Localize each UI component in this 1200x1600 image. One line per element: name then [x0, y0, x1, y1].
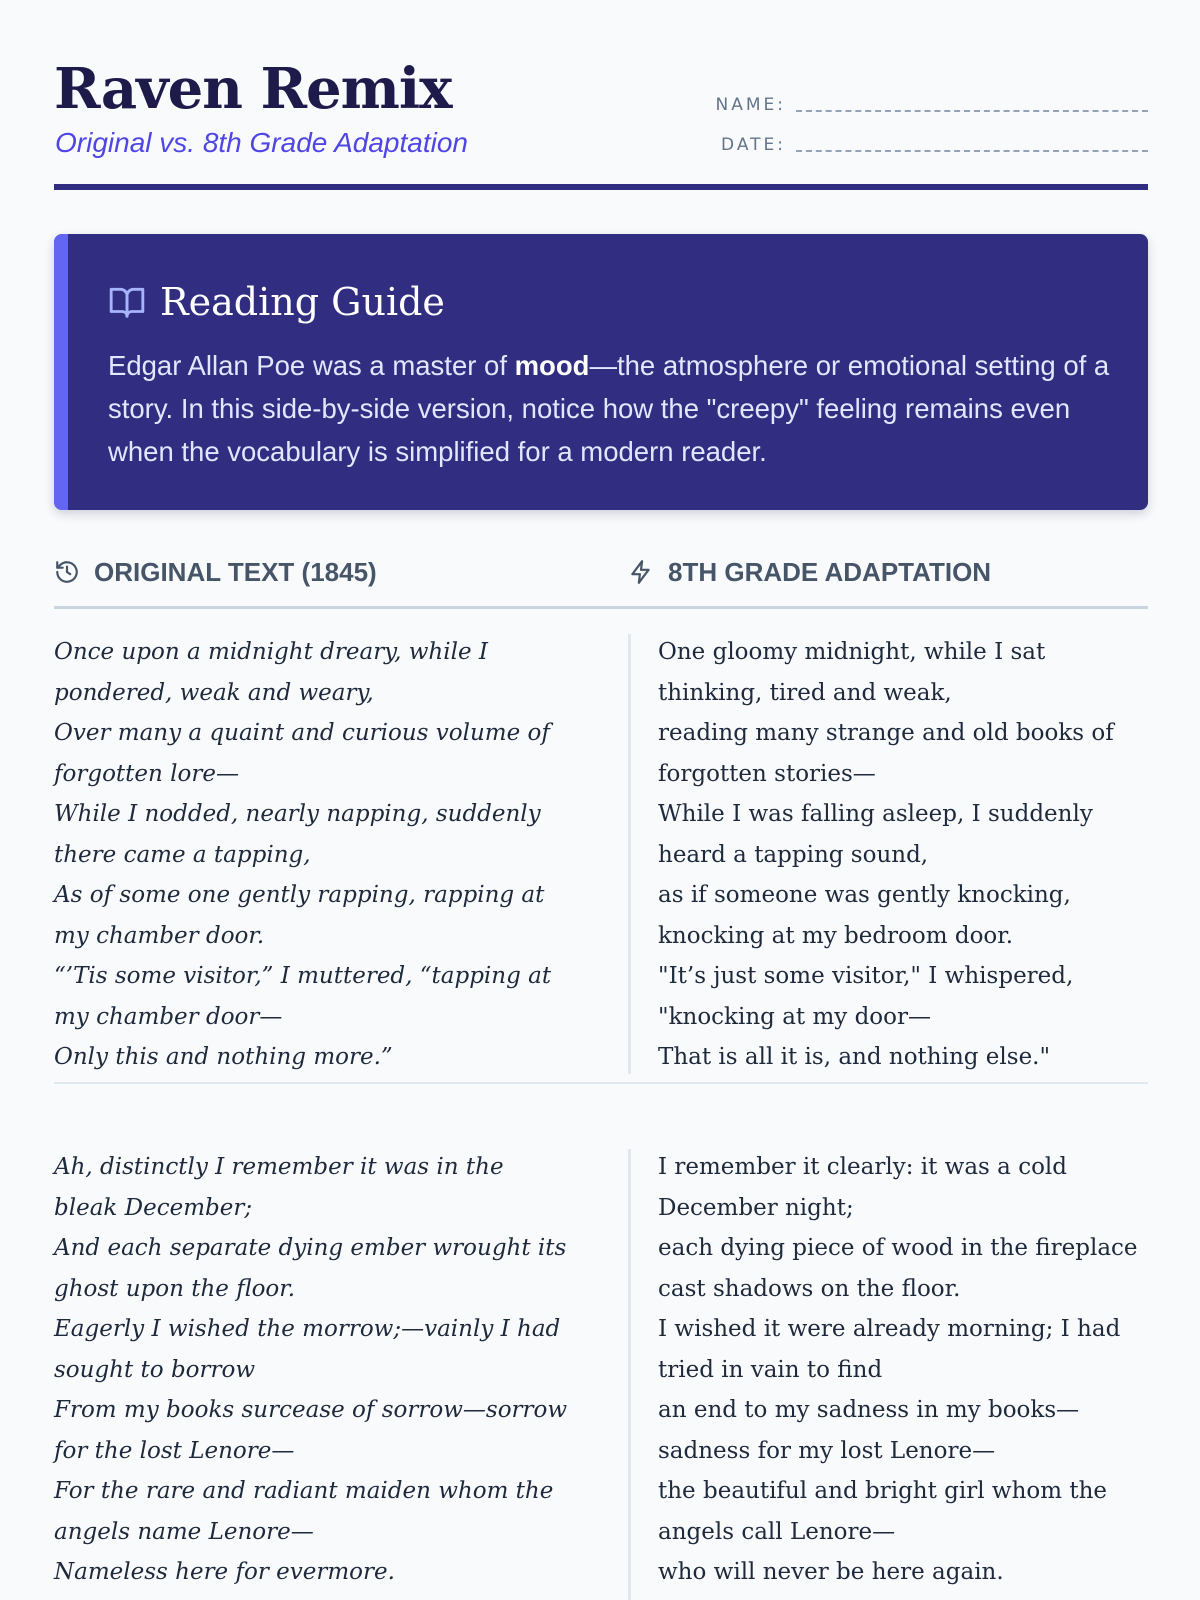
original-stanza-1 — [54, 632, 574, 1078]
original-line: For the rare and radiant maiden whom the angels name Lenore— — [54, 1478, 554, 1545]
open-book-icon — [108, 283, 146, 321]
adapted-line: who will never be here again. — [658, 1559, 1004, 1585]
original-line: Eagerly I wished the morrow;—vainly I had sought to borrow — [54, 1316, 561, 1383]
worksheet-header — [54, 52, 1148, 190]
original-column-label: ORIGINAL TEXT (1845) — [94, 556, 377, 587]
adapted-column-header — [628, 548, 991, 596]
original-line: Nameless here for evermore. — [54, 1559, 395, 1585]
original-line: From my books surcease of sorrow—sorrow for the lost Lenore— — [54, 1397, 568, 1464]
guide-accent-bar — [54, 234, 68, 510]
original-line: Ah, distinctly I remember it was in the bleak December; — [54, 1154, 504, 1221]
original-line: As of some one gently rapping, rapping at my chamber door. — [54, 882, 545, 949]
adapted-line: as if someone was gently knocking, knocking at my bedroom door. — [658, 882, 1071, 949]
original-line: “’Tis some visitor,” I muttered, “tapping at my chamber door— — [54, 963, 552, 1030]
date-field[interactable] — [716, 134, 1148, 155]
adapted-line: the beautiful and bright girl whom the angels call Lenore— — [658, 1478, 1108, 1545]
adapted-line: While I was falling asleep, I suddenly heard a tapping sound, — [658, 801, 1093, 868]
name-field[interactable] — [716, 94, 1148, 115]
page-subtitle: Original vs. 8th Grade Adaptation — [55, 127, 468, 158]
adapted-line: reading many strange and old books of forgotten stories— — [658, 720, 1114, 787]
column-headers — [54, 548, 1148, 609]
original-line: Once upon a midnight dreary, while I pondered, weak and weary, — [54, 639, 488, 706]
adapted-stanza-2 — [658, 1147, 1148, 1593]
adapted-stanza-1 — [658, 632, 1148, 1078]
original-stanza-2 — [54, 1147, 574, 1593]
adapted-line: "It’s just some visitor," I whispered, "knocking at my door— — [658, 963, 1074, 1030]
adapted-line: I wished it were already morning; I had tried in vain to find — [658, 1316, 1121, 1383]
name-blank-line[interactable] — [796, 96, 1148, 112]
adapted-line: That is all it is, and nothing else." — [658, 1044, 1051, 1070]
guide-text-after: —the atmosphere or emotional setting of a story. In this side-by-side version, notice how the "creepy" feeling remains even when the vocabulary is simplified for a modern reader. — [108, 350, 1110, 467]
column-divider — [628, 634, 631, 1074]
guide-text-before: Edgar Allan Poe was a master of — [108, 350, 515, 381]
name-label: NAME: — [715, 95, 786, 115]
guide-text — [108, 344, 1118, 473]
adapted-column-label: 8TH GRADE ADAPTATION — [668, 556, 992, 587]
lightning-icon — [628, 559, 654, 585]
adapted-line: One gloomy midnight, while I sat thinking, tired and weak, — [658, 639, 1046, 706]
stanza-2 — [54, 1147, 1148, 1600]
original-line: And each separate dying ember wrought its ghost upon the floor. — [54, 1235, 567, 1302]
guide-text-keyword: mood — [514, 350, 590, 381]
adapted-line: an end to my sadness in my books—sadness for my lost Lenore— — [658, 1397, 1080, 1464]
original-line: Only this and nothing more.” — [54, 1044, 393, 1070]
adapted-line: I remember it clearly: it was a cold December night; — [658, 1154, 1068, 1221]
original-line: Over many a quaint and curious volume of forgotten lore— — [54, 720, 550, 787]
page-title: Raven Remix — [54, 56, 452, 122]
reading-guide-box — [54, 234, 1148, 510]
stanza-1 — [54, 632, 1148, 1084]
original-column-header — [54, 548, 377, 596]
history-icon — [54, 559, 80, 585]
original-line: While I nodded, nearly napping, suddenly there came a tapping, — [54, 801, 541, 868]
date-blank-line[interactable] — [796, 136, 1148, 152]
header-rule — [54, 184, 1148, 190]
guide-heading — [108, 278, 445, 326]
guide-title: Reading Guide — [160, 280, 445, 324]
date-label: DATE: — [721, 135, 786, 155]
column-divider — [628, 1149, 631, 1600]
adapted-line: each dying piece of wood in the fireplace cast shadows on the floor. — [658, 1235, 1138, 1302]
